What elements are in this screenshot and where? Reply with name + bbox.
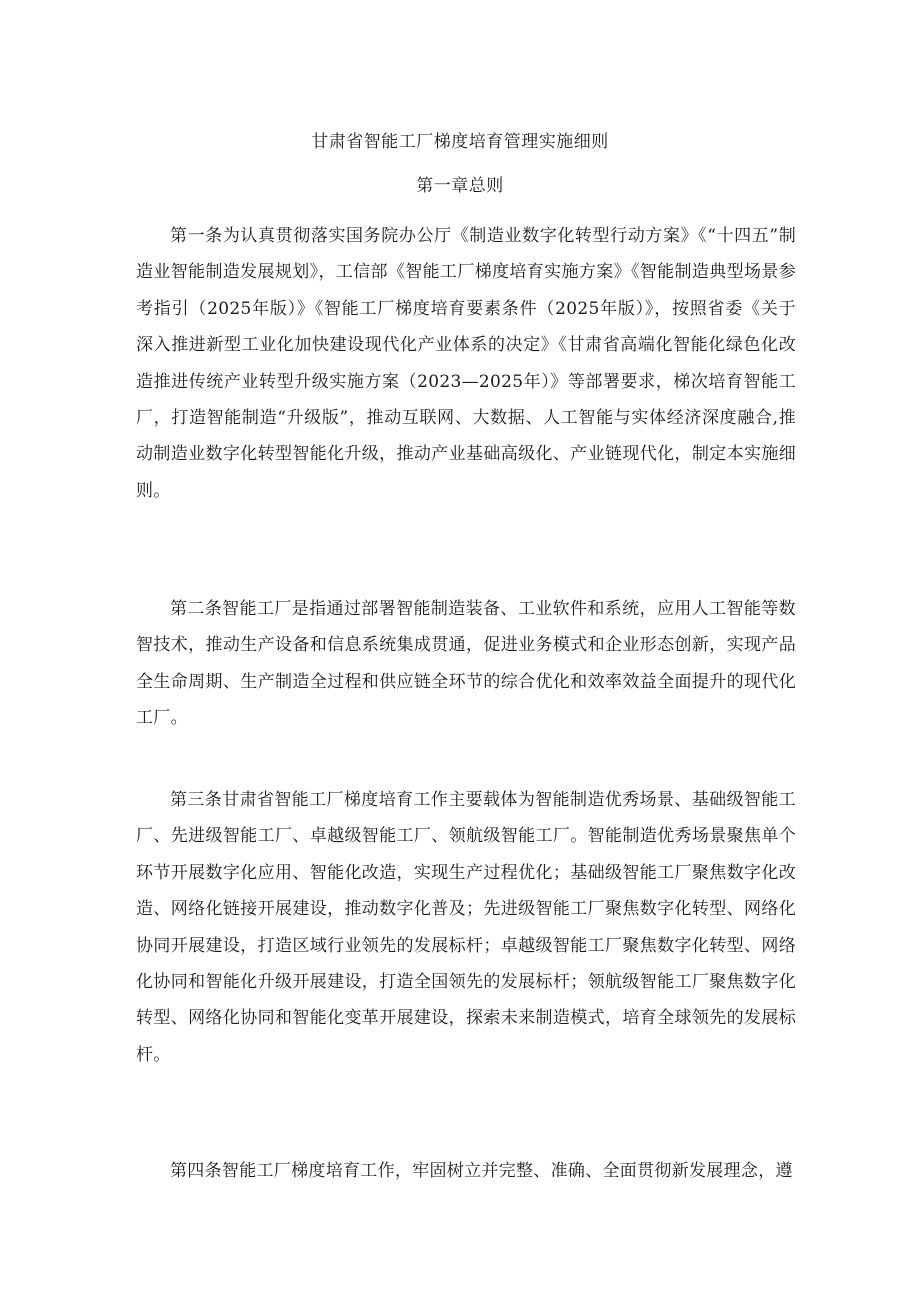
document-title: 甘肃省智能工厂梯度培育管理实施细则 (311, 132, 609, 152)
paragraph-article-4: 第四条智能工厂梯度培育工作，牢固树立并完整、准确、全面贯彻新发展理念，遵 (170, 1161, 793, 1181)
chapter-heading: 第一章总则 (416, 176, 504, 196)
paragraph-article-1: 第一条为认真贯彻落实国务院办公厅《制造业数字化转型行动方案》《“十四五”制造业智能制造发展规划》，工信部《智能工厂梯度培育实施方案》《智能制造典型场景参考指引（2025年版）》《智能工厂梯度培育要素条件（2025年版）》，按照省委《关于深入推进新型工业化加快建设现代化产业体系的决定》《甘肃省高端化智能化绿色化改造推进传统产业转型升级实施方案（2023—2025年）》等部署要求，梯次培育智能工厂，打造智能制造“升级版”，推动互联网、大数据、人工智能与实体经济深度融合,推动制造业数字化转型智能化升级，推动产业基础高级化、产业链现代化，制定本实施细则。 (136, 226, 796, 501)
paragraph-article-3: 第三条甘肃省智能工厂梯度培育工作主要载体为智能制造优秀场景、基础级智能工厂、先进级智能工厂、卓越级智能工厂、领航级智能工厂。智能制造优秀场景聚焦单个环节开展数字化应用、智能化改造，实现生产过程优化；基础级智能工厂聚焦数字化改造、网络化链接开展建设，推动数字化普及；先进级智能工厂聚焦数字化转型、网络化协同开展建设，打造区域行业领先的发展标杆；卓越级智能工厂聚焦数字化转型、网络化协同和智能化升级开展建设，打造全国领先的发展标杆；领航级智能工厂聚焦数字化转型、网络化协同和智能化变革开展建设，探索未来制造模式，培育全球领先的发展标杆。 (136, 790, 796, 1065)
paragraph-article-2: 第二条智能工厂是指通过部署智能制造装备、工业软件和系统，应用人工智能等数智技术，推动生产设备和信息系统集成贯通，促进业务模式和企业形态创新，实现产品全生命周期、生产制造全过程和供应链全环节的综合优化和效率效益全面提升的现代化工厂。 (136, 599, 796, 729)
